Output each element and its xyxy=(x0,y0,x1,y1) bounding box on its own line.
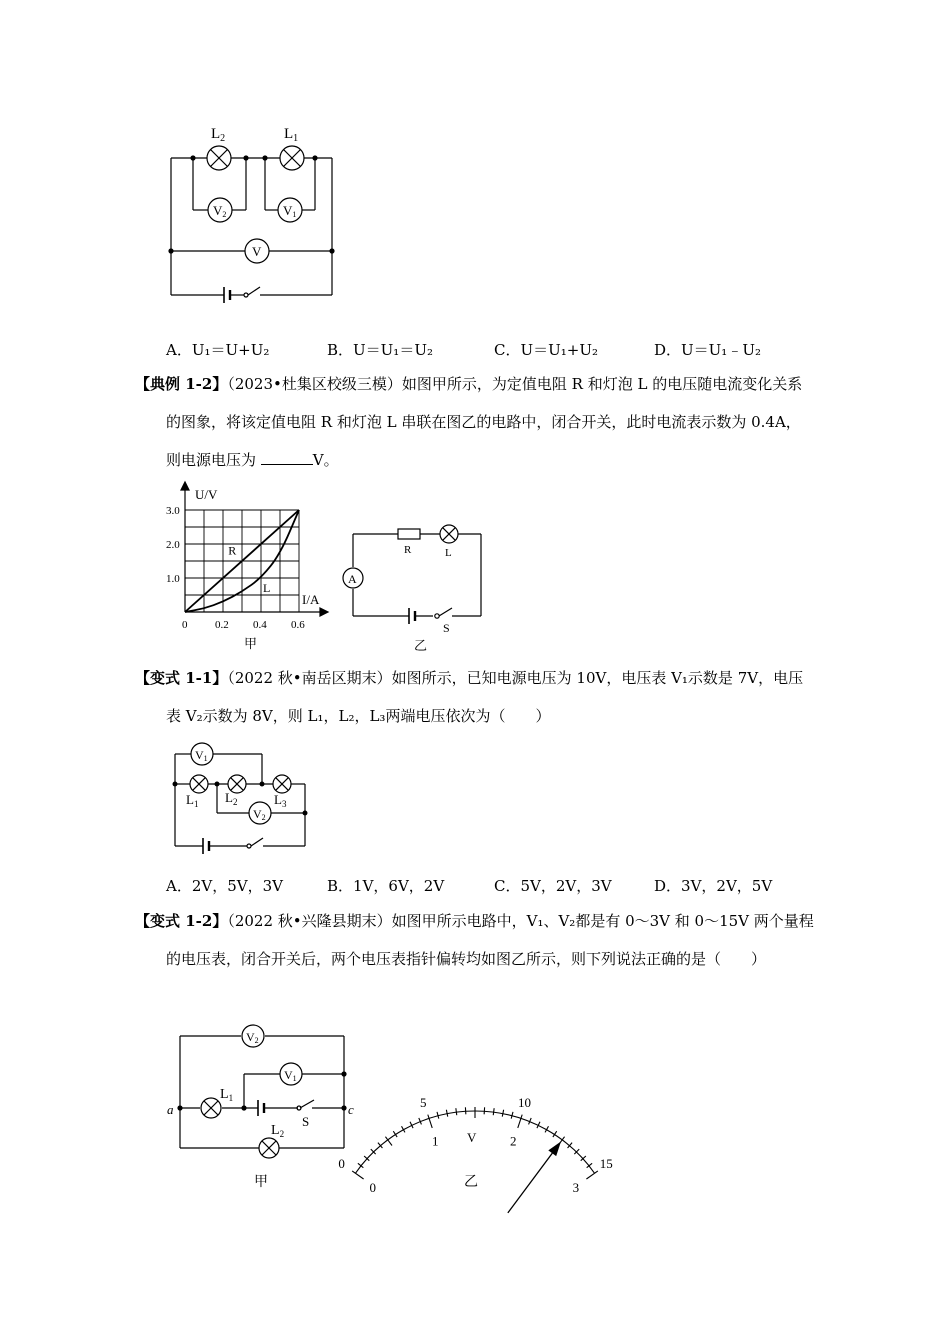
lamp-l1-icon xyxy=(201,1098,221,1118)
figure-2-series-circuit xyxy=(340,520,490,655)
series-label-r: R xyxy=(228,543,237,558)
voltmeter-v1-icon xyxy=(278,198,302,222)
lamp-l1-icon xyxy=(280,146,304,170)
voltmeter-v2-icon xyxy=(208,198,232,222)
voltmeter-v2-icon xyxy=(242,1025,264,1047)
voltmeter-v2-icon xyxy=(249,802,271,824)
svg-text:V1: V1 xyxy=(284,1068,297,1083)
chart-caption: 甲 xyxy=(244,636,258,651)
lamp-l3-icon xyxy=(273,775,291,793)
label-l2: $L_2$ xyxy=(211,126,226,144)
dial-inner-label: 1 xyxy=(431,1133,439,1149)
option-a[interactable]: A．U₁＝U+U₂ xyxy=(166,341,270,359)
label-r: R xyxy=(404,544,412,556)
voltmeter-v1-icon xyxy=(280,1063,302,1085)
variant-1-2: 【变式 1-2】（2022 秋•兴隆县期末）如图甲所示电路中，V₁、V₂都是有 0～3V 和 0～15V 两个量程的电压表，闭合开关后，两个电压表指针偏转均如图乙所示，则下列说法正确的是（ ） xyxy=(135,912,814,968)
x-axis-label: I/A xyxy=(302,592,320,607)
lamp-l-icon xyxy=(440,525,458,543)
figure-caption-jia: 甲 xyxy=(254,1175,268,1190)
node-a: a xyxy=(167,1102,174,1117)
lamp-l2-icon xyxy=(207,146,231,170)
option-d[interactable]: D．U＝U₁﹣U₂ xyxy=(654,341,761,359)
dial-tick xyxy=(428,1115,432,1128)
x-tick-label: 0.6 xyxy=(291,619,305,631)
option-c[interactable]: C．5V，2V，3V xyxy=(494,877,612,895)
answer-blank[interactable] xyxy=(261,450,313,465)
node-c: c xyxy=(348,1102,354,1117)
dial-outer-label: 15 xyxy=(599,1156,613,1172)
option-b[interactable]: B．U＝U₁＝U₂ xyxy=(327,341,433,359)
label-l1: $L_1$ xyxy=(284,126,299,144)
svg-text:V1: V1 xyxy=(283,203,297,219)
label-l2: $L_2$ xyxy=(271,1123,285,1139)
variant-1-1: 【变式 1-1】（2022 秋•南岳区期末）如图所示，已知电源电压为 10V，电压表 V₁示数是 7V，电压表 V₂示数为 8V，则 L₁，L₂，L₃两端电压依次为（ ） xyxy=(135,669,804,725)
needle-label: V xyxy=(467,1130,477,1145)
voltmeter-v1-icon xyxy=(191,743,213,765)
figure-1-circuit xyxy=(160,118,350,308)
figure-2-uv-chart xyxy=(160,478,335,654)
example-1-2: 【典例 1-2】（2023•杜集区校级三模）如图甲所示，为定值电阻 R 和灯泡 L 的电压随电流变化关系的图象，将该定值电阻 R 和灯泡 L 串联在图乙的电路中，闭合开关，此时电流表示数为 0.4A，则电源电压为 V。 xyxy=(135,375,803,469)
dial-needle xyxy=(508,1143,560,1213)
dial-inner-label: 3 xyxy=(572,1179,580,1195)
option-a[interactable]: A．2V，5V，3V xyxy=(166,877,283,895)
label-l2: $L_2$ xyxy=(225,790,238,807)
dial-outer-label: 10 xyxy=(517,1095,531,1111)
figure-4-voltmeter-dial xyxy=(338,1052,613,1195)
label-l1: $L_1$ xyxy=(220,1087,234,1103)
voltmeter-v-icon xyxy=(245,239,269,263)
lamp-l2-icon xyxy=(259,1138,279,1158)
x-tick-label: 0.2 xyxy=(215,619,229,631)
svg-text:V2: V2 xyxy=(246,1030,259,1045)
y-tick-label: 2.0 xyxy=(166,539,180,551)
dial-tick xyxy=(586,1171,597,1179)
figure-3-circuit xyxy=(165,738,315,858)
lamp-l1-icon xyxy=(190,775,208,793)
svg-text:V1: V1 xyxy=(195,748,208,763)
y-tick-label: 1.0 xyxy=(166,573,180,585)
option-c[interactable]: C．U＝U₁+U₂ xyxy=(494,341,598,359)
ammeter-icon xyxy=(343,568,363,588)
svg-text:A: A xyxy=(348,572,357,586)
svg-text:V: V xyxy=(252,244,262,259)
option-b[interactable]: B．1V，6V，2V xyxy=(327,877,445,895)
figure-caption-yi: 乙 xyxy=(414,638,428,653)
x-tick-label: 0.4 xyxy=(253,619,267,631)
svg-text:V2: V2 xyxy=(253,807,266,822)
figure-caption-yi: 乙 xyxy=(464,1175,478,1190)
label-l1: $L_1$ xyxy=(186,792,199,809)
label-l: L xyxy=(445,547,452,559)
figure-4-circuit xyxy=(160,1018,360,1198)
svg-text:V2: V2 xyxy=(213,203,227,219)
label-s: S xyxy=(302,1114,310,1129)
y-tick-label: 3.0 xyxy=(166,505,180,517)
dial-inner-label: 0 xyxy=(369,1179,376,1195)
dial-inner-label: 2 xyxy=(510,1133,517,1149)
dial-tick xyxy=(518,1115,522,1128)
label-s: S xyxy=(443,621,450,635)
x-tick-label: 0 xyxy=(182,619,188,631)
y-axis-label: U/V xyxy=(195,487,218,502)
dial-needle-arrow xyxy=(549,1143,559,1155)
option-d[interactable]: D．3V，2V，5V xyxy=(654,877,773,895)
label-l3: $L_3$ xyxy=(274,792,287,809)
dial-outer-label: 5 xyxy=(420,1095,427,1111)
dial-outer-label: 0 xyxy=(338,1156,345,1172)
series-label-l: L xyxy=(263,581,271,595)
